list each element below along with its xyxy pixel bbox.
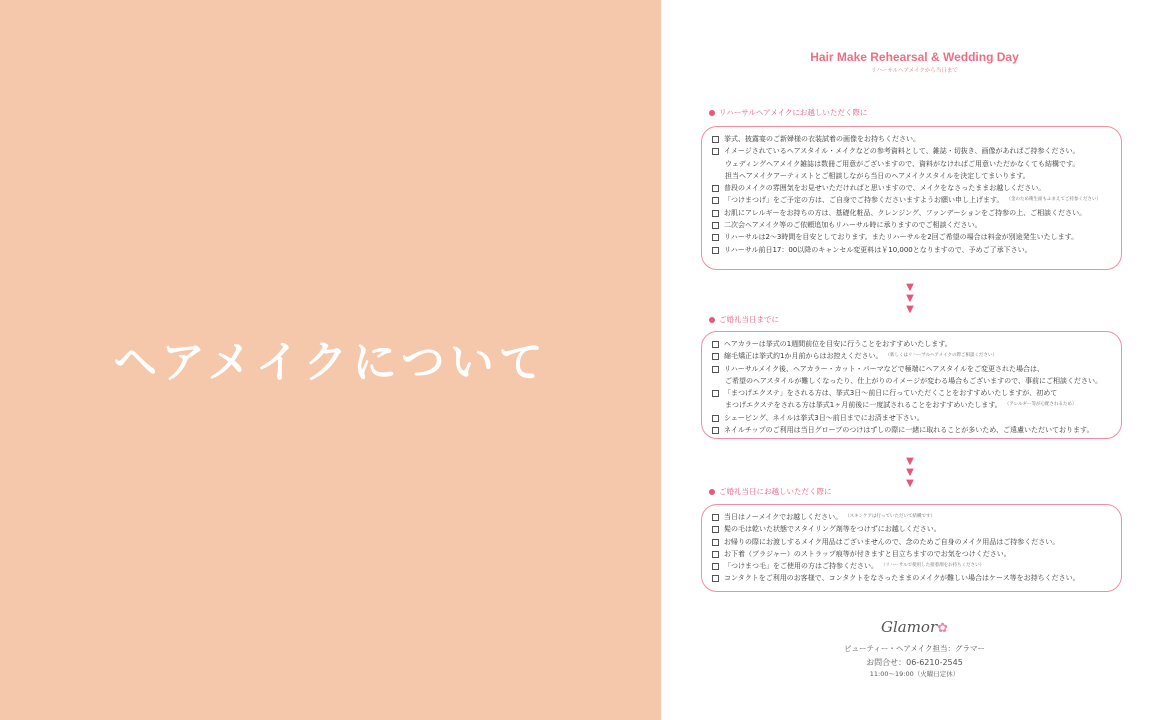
checklist-item-note: （スキンケアは行っていただいて結構です） — [845, 514, 936, 519]
checklist-item-text: まつげエクステをされる方は挙式1ヶ月前後に一度試されることをおすすめいたします。 — [725, 401, 1002, 410]
checklist-item — [712, 145, 1113, 157]
checklist-item — [712, 548, 1113, 560]
checklist-item-text: 二次会ヘアメイク等のご依頼追加もリハーサル時に承りますのでご相談ください。 — [724, 221, 982, 230]
checklist-item-text: お下着（ブラジャー）のストラップ痕等が付きますと目立ちますのでお気をつけください。 — [724, 549, 1011, 558]
checklist-item-text: 挙式、披露宴のご新婦様の衣装試着の画像をお持ちください。 — [724, 135, 920, 143]
checkbox-icon — [712, 234, 719, 241]
footer-contact: お問合せ：06-6210-2545 — [866, 658, 963, 667]
checklist-item — [712, 412, 1113, 424]
checkbox-icon — [712, 148, 719, 155]
bullet-dot-icon — [709, 110, 715, 116]
checkbox-icon — [712, 427, 719, 434]
checklist-item-text: 縮毛矯正は挙式約1か月前からはお控えください。 — [724, 352, 883, 361]
section-heading-text: リハーサルヘアメイクにお越しいただく際に — [719, 108, 868, 117]
checklist-item-note: （リハーサルで使用した接着剤をお持ちください） — [881, 563, 985, 569]
checklist-item-text: お肌にアレルギーをお持ちの方は、基礎化粧品、クレンジング、ファンデーションをご持参の上、ご相談ください。 — [724, 208, 1087, 217]
checklist-item — [712, 375, 1113, 387]
section-heading-rehearsal — [709, 107, 867, 118]
brand-logo-text: Glamor — [880, 618, 938, 636]
checklist-item-text: ヘアカラーは挙式の1週間前位を目安に行うことをおすすめいたします。 — [724, 340, 952, 348]
checklist-item-text: お帰りの際にお渡しするメイク用品はございませんので、念のためご自身のメイク用品はご持参ください。 — [724, 537, 1060, 546]
checklist-item-text: 髪の毛は乾いた状態でスタイリング剤等をつけずにお越しください。 — [724, 525, 941, 534]
checklist-item-text: 「まつげエクステ」をされる方は、挙式3日～前日に行っていただくことをおすすめいたしますが、初めて — [724, 389, 1058, 398]
checklist-box-rehearsal — [701, 126, 1122, 270]
checklist-item-text: リハーサル前日17：00以降のキャンセル変更料は￥10,000となりますので、予めご了承下さい。 — [724, 245, 1032, 254]
bullet-dot-icon — [709, 489, 715, 495]
checklist-item — [712, 133, 1113, 145]
checklist-item-text: リハーサルは2～3時間を目安としております。またリハーサルを2回ご希望の場合は料金が別途発生いたします。 — [724, 233, 1079, 242]
checkbox-icon — [712, 539, 719, 546]
checkbox-icon — [712, 210, 719, 217]
brand-logo — [661, 618, 1168, 636]
checklist-item — [712, 523, 1113, 535]
checklist-item — [712, 424, 1113, 436]
checklist-item — [712, 387, 1113, 399]
document-title: Hair Make Rehearsal & Wedding Day — [810, 50, 1019, 64]
checklist-item — [712, 350, 1113, 362]
checkbox-icon — [712, 247, 719, 254]
checklist-item-text: ネイルチップのご利用は当日グローブのつけはずしの際に一緒に取れることが多いため、ご遠慮いただいております。 — [724, 426, 1094, 435]
checkbox-icon — [712, 197, 719, 204]
checklist-item-text: イメージされているヘアスタイル・メイクなどの参考資料として、雑誌・切抜き、画像があればご持参ください。 — [724, 147, 1080, 156]
checkbox-icon — [712, 341, 719, 348]
checklist-item — [712, 219, 1113, 231]
checkbox-icon — [712, 390, 719, 397]
bullet-dot-icon — [709, 317, 715, 323]
checkbox-icon — [712, 575, 719, 582]
checklist-item-text: コンタクトをご利用のお客様で、コンタクトをなさったままのメイクが難しい場合はケース等をお持ちください。 — [724, 574, 1080, 583]
page-title: ヘアメイクについて — [113, 337, 548, 388]
checklist-item-text: 当日はノーメイクでお越しください。 — [724, 513, 843, 521]
checklist-item — [712, 511, 1113, 523]
checkbox-icon — [712, 563, 719, 570]
checklist-item-text: ウェディングヘアメイク雑誌は数冊ご用意がございますので、資料がなければご用意いただかなくても結構です。 — [725, 159, 1080, 168]
checklist-item — [712, 572, 1113, 584]
document-page — [661, 0, 1168, 720]
checklist-item — [712, 194, 1113, 206]
checklist-item-note: （金のため衛生面もふまえてご持参ください） — [1006, 197, 1101, 203]
checkbox-icon — [712, 514, 719, 521]
checklist-item-text: 「つけまつげ」をご予定の方は、ご自身でご持参くださいますようお願い申し上げます。 — [724, 196, 1004, 205]
section-heading-wedding-day — [709, 486, 832, 497]
checklist-item-text: ご希望のヘアスタイルが難しくなったり、仕上がりのイメージが変わる場合もございますので、事前にご相談ください。 — [725, 376, 1103, 385]
checkbox-icon — [712, 366, 719, 373]
checklist-item — [712, 536, 1113, 548]
checklist-item — [712, 231, 1113, 243]
checkbox-icon — [712, 185, 719, 192]
checklist-item — [712, 244, 1113, 256]
checkbox-icon — [712, 353, 719, 360]
footer-hours: 11:00～19:00（火曜日定休） — [869, 670, 960, 678]
checklist-item — [712, 338, 1113, 350]
checkbox-icon — [712, 415, 719, 422]
checklist-item — [712, 399, 1113, 411]
checkbox-icon — [712, 551, 719, 558]
checklist-item — [712, 182, 1113, 194]
checkbox-icon — [712, 136, 719, 143]
checklist-item — [712, 207, 1113, 219]
down-arrows-icon: ▼ ▼ ▼ — [906, 456, 914, 489]
document-subtitle: リハーサルヘアメイクから当日まで — [871, 68, 958, 74]
checklist-item-text: シェービング、ネイルは挙式3日～前日までにお済ませ下さい。 — [724, 413, 924, 422]
checkbox-icon — [712, 526, 719, 533]
checklist-item-text: 担当ヘアメイクアーティストとご相談しながら当日のヘアメイクスタイルを決定してまいります。 — [725, 171, 1030, 180]
checklist-item-text: 「つけまつ毛」をご使用の方はご持参ください。 — [724, 562, 878, 571]
checklist-item — [712, 363, 1113, 375]
checklist-item-note: （新しくはリハーサルヘアメイクの際ご相談ください） — [885, 353, 998, 359]
footer-staff: ビューティー・ヘアメイク担当：グラマー — [844, 644, 985, 653]
checklist-item-note: （アレルギー等が心配されるため） — [1004, 402, 1077, 408]
checklist-item-text: リハーサルメイク後、ヘアカラー・カット・パーマなどで極端にヘアスタイルをご変更された場合は、 — [724, 364, 1044, 373]
checklist-box-wedding-day — [701, 504, 1122, 592]
checklist-item — [712, 158, 1113, 170]
section-heading-text: ご婚礼当日にお越しいただく際に — [719, 487, 832, 496]
checklist-box-before-wedding — [701, 331, 1122, 439]
flower-icon: ✿ — [937, 621, 949, 636]
checklist-item-text: 普段のメイクの雰囲気をお見せいただければと思いますので、メイクをなさったままお越しください。 — [724, 184, 1046, 193]
checklist-item — [712, 170, 1113, 182]
checkbox-icon — [712, 222, 719, 229]
checklist-item — [712, 560, 1113, 572]
section-heading-before-wedding — [709, 314, 779, 325]
down-arrows-icon: ▼ ▼ ▼ — [906, 282, 914, 315]
section-heading-text: ご婚礼当日までに — [719, 315, 779, 324]
